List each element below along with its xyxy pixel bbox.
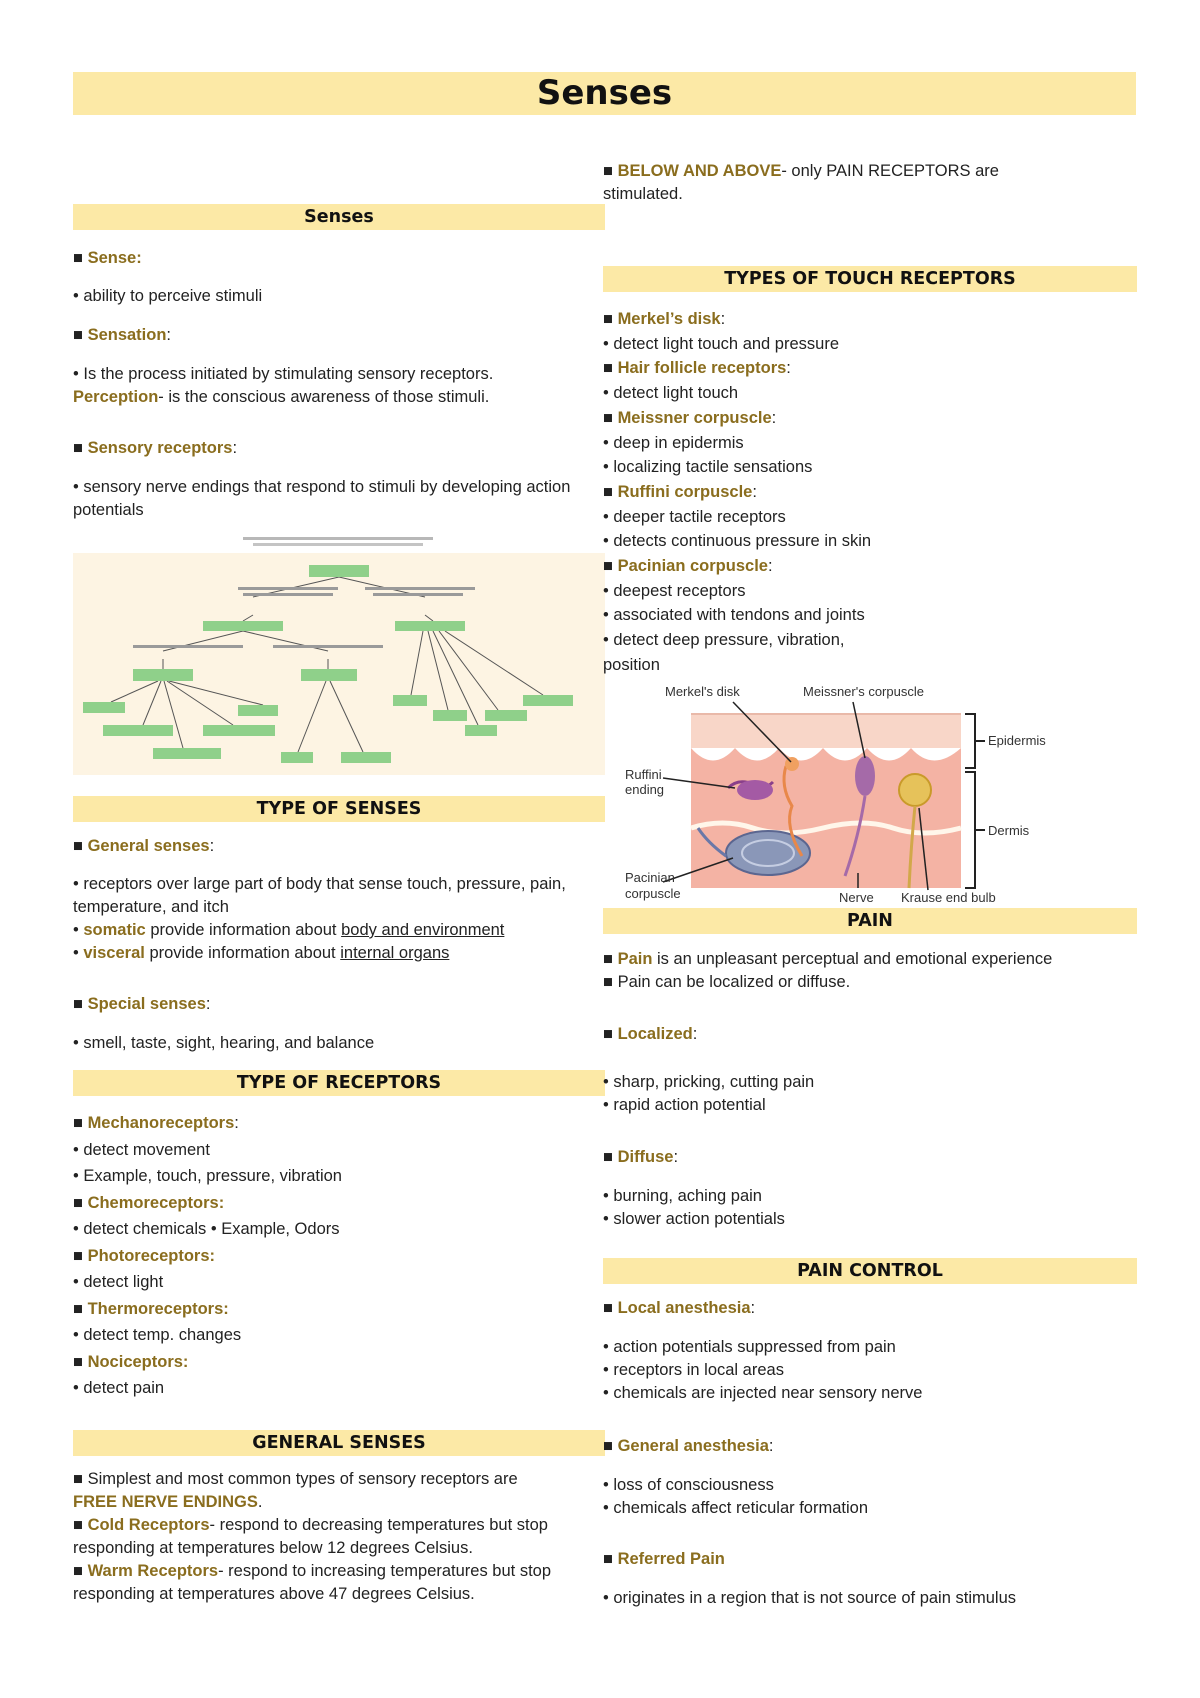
warm-receptors-term: Warm Receptors [87,1562,219,1580]
visceral-term: visceral [83,944,145,962]
hair-follicle-term: Hair follicle receptors [617,359,787,378]
ruffini-term: Ruffini corpuscle [617,482,753,501]
sense-desc: • ability to perceive stimuli [73,287,263,305]
pain-line: • rapid action potential [603,1096,766,1114]
general-senses-desc: • receptors over large part of body that sense touch, pressure, pain, temperature, and itch • somatic provide information about body and environment • visceral provide information about internal organs [73,873,593,965]
warm-receptors-desc: - respond to increasing temperatures but stop responding at temperatures above 47 degrees Celsius. [73,1562,552,1603]
local-anesthesia-block: ■ Local anesthesia: [603,1299,756,1317]
receptor-line: • detect light [73,1273,164,1291]
epidermis-label: Epidermis [988,733,1046,748]
referred-pain-term: Referred Pain [617,1550,725,1568]
somatic-mid: provide information about [145,921,342,939]
ruffini-label-2: ending [625,782,665,797]
pacinian-corpuscle-shape [726,831,810,875]
touch-line: • associated with tendons and joints [603,606,865,625]
cold-receptors-desc: - respond to decreasing temperatures but stop responding at temperatures below 12 degrees Celsius. [73,1516,548,1557]
cold-receptors-term: Cold Receptors [87,1516,210,1534]
sensory-receptors-block: ■ Sensory receptors: [73,439,238,457]
special-senses-block: ■ Special senses: [73,995,211,1013]
diffuse-lines [603,1185,1137,1231]
sensation-term: Sensation [87,326,167,344]
sense-term: Sense [87,249,137,267]
local-anesthesia-lines [603,1336,1137,1405]
localized-block: ■ Localized: [603,1025,698,1043]
special-senses-desc: • smell, taste, sight, hearing, and balance [73,1034,375,1052]
ruffini-ending-body [737,780,773,800]
local-anesthesia-term: Local anesthesia [617,1299,751,1317]
general-senses-term: General senses [87,837,210,855]
below-above-block: ■ BELOW AND ABOVE- only PAIN RECEPTORS are stimulated. [603,162,999,203]
receptor-line: • detect pain [73,1379,165,1397]
general-anesthesia-block: ■ General anesthesia: [603,1437,774,1455]
somatic-term: somatic [83,921,146,939]
krause-label: Krause end bulb [901,890,996,905]
nerve-label: Nerve [839,890,874,905]
section-header-pain: PAIN [603,908,1137,934]
dermis-label: Dermis [988,823,1030,838]
thermoreceptors-term: Thermoreceptors [87,1299,224,1318]
pain-intro: ■ Pain is an unpleasant perceptual and emotional experience ■ Pain can be localized or diffuse. [603,950,1053,991]
receptor-line: • detect movement [73,1140,210,1159]
skin-receptors-figure [603,678,1137,908]
ruffini-label-1: Ruffini [625,767,662,782]
general-senses-block: ■ General senses: [73,837,215,855]
touch-line: • deepest receptors [603,581,746,600]
dermis-bracket [965,772,985,888]
section-header-touch-receptors: TYPES OF TOUCH RECEPTORS [603,266,1137,292]
general-senses-details: ■ Simplest and most common types of sensory receptors are FREE NERVE ENDINGS. ■ Cold Receptors- respond to decreasing temperatures but stop responding at temperatures below 12 degrees Celsius. ■ Warm Receptors- respond to increasing temperatures but stop responding at temperatures above 47 degrees Celsius. [73,1470,552,1603]
control-line: • action potentials suppressed from pain [603,1338,896,1356]
perception-desc: - is the conscious awareness of those stimuli. [158,388,490,406]
touch-line: • detects continuous pressure in skin [603,532,872,551]
diffuse-block: ■ Diffuse: [603,1148,679,1166]
meissner-term: Meissner corpuscle [617,408,772,427]
page-title: Senses [73,72,1136,115]
pain-line2: Pain can be localized or diffuse. [617,973,851,991]
referred-pain-block: ■ Referred Pain [603,1550,725,1568]
touch-line: • detect deep pressure, vibration, position [603,631,845,674]
free-nerve-intro: Simplest and most common types of sensory receptors are [87,1470,518,1488]
sensation-desc-text: • Is the process initiated by stimulating sensory receptors. [73,365,494,383]
control-line: • chemicals are injected near sensory nerve [603,1384,923,1402]
section-header-type-of-receptors: TYPE OF RECEPTORS [73,1070,605,1096]
merkel-label: Merkel's disk [665,684,740,699]
localized-lines [603,1071,1137,1117]
receptor-line: • detect temp. changes [73,1326,242,1344]
krause-end-bulb-shape [899,774,931,806]
chemoreceptors-term: Chemoreceptors [87,1193,219,1212]
control-line: • receptors in local areas [603,1361,784,1379]
sense-block: ■ Sense: [73,249,142,267]
general-anesthesia-term: General anesthesia [617,1437,769,1455]
sensation-desc [73,363,605,409]
below-above-term: BELOW AND ABOVE [617,162,782,180]
general-anesthesia-lines [603,1474,1137,1520]
nociceptors-term: Nociceptors [87,1352,183,1371]
free-nerve-term: FREE NERVE ENDINGS [73,1493,258,1511]
epidermis-bracket [965,714,985,768]
pacinian-term: Pacinian corpuscle [617,557,768,576]
pain-term: Pain [617,950,653,968]
sensation-block: ■ Sensation: [73,326,172,344]
diagram-caption-line [253,543,423,546]
receptor-line: • Example, touch, pressure, vibration [73,1167,342,1185]
section-header-general-senses: GENERAL SENSES [73,1430,605,1456]
special-senses-term: Special senses [87,995,206,1013]
visceral-link: internal organs [340,944,450,962]
diagram-caption-line [243,537,433,540]
photoreceptors-term: Photoreceptors [87,1246,210,1265]
pain-line: • sharp, pricking, cutting pain [603,1073,815,1091]
epidermis-layer [691,714,961,748]
receptor-line: • detect chemicals • Example, Odors [73,1220,340,1238]
meissner-label: Meissner's corpuscle [803,684,924,699]
pacinian-label-2: corpuscle [625,886,681,901]
touch-line: • detect light touch [603,384,739,403]
perception-term: Perception [73,388,159,406]
touch-line: • deep in epidermis [603,433,744,452]
referred-pain-lines [603,1587,1137,1610]
senses-tree-diagram [73,535,605,775]
general-senses-desc-text: • receptors over large part of body that sense touch, pressure, pain, temperature, and itch [73,875,566,916]
diffuse-term: Diffuse [617,1148,674,1166]
sensory-receptors-desc: • sensory nerve endings that respond to stimuli by developing action potentials [73,478,571,519]
control-line: • chemicals affect reticular formation [603,1499,868,1517]
touch-line: • deeper tactile receptors [603,507,786,526]
merkel-term: Merkel’s disk [617,310,721,328]
section-header-pain-control: PAIN CONTROL [603,1258,1137,1284]
pain-line1-desc: is an unpleasant perceptual and emotional experience [652,950,1053,968]
sensory-receptors-term: Sensory receptors [87,439,233,457]
visceral-mid: provide information about [144,944,341,962]
diagram-background [73,553,605,775]
section-header-type-of-senses: TYPE OF SENSES [73,796,605,822]
touch-line: • localizing tactile sensations [603,458,813,477]
meissner-corpuscle-shape [855,756,875,796]
localized-term: Localized [617,1025,693,1043]
touch-line: • detect light touch and pressure [603,334,840,353]
somatic-link: body and environment [341,921,505,939]
pain-line: • burning, aching pain [603,1187,762,1205]
section-header-senses: Senses [73,204,605,230]
pacinian-label-1: Pacinian [625,870,675,885]
receptor-list: ■ Mechanoreceptors: • detect movement • Example, touch, pressure, vibration ■ Chemoreceptors: • detect chemicals • Example, Odors ■ Photoreceptors: • detect light ■ Thermoreceptors: • detect temp. changes ■ Nociceptors: • detect pain [73,1110,605,1402]
control-line: • originates in a region that is not source of pain stimulus [603,1589,1016,1607]
below-above-desc: - only PAIN RECEPTORS are stimulated. [603,162,999,203]
pain-line: • slower action potentials [603,1210,785,1228]
touch-receptor-list: ■ Merkel’s disk: • detect light touch and pressure ■ Hair follicle receptors: • detect light touch ■ Meissner corpuscle: • deep in epidermis • localizing tactile sensations ■ Ruffini corpuscle: • deeper tactile receptors • detects continuous pressure in skin ■ Pacinian corpuscle: • deepest receptors • associated with tendons and joints • detect deep pressure, vibration, position [603,307,903,678]
mechanoreceptors-term: Mechanoreceptors [87,1114,235,1132]
control-line: • loss of consciousness [603,1476,774,1494]
